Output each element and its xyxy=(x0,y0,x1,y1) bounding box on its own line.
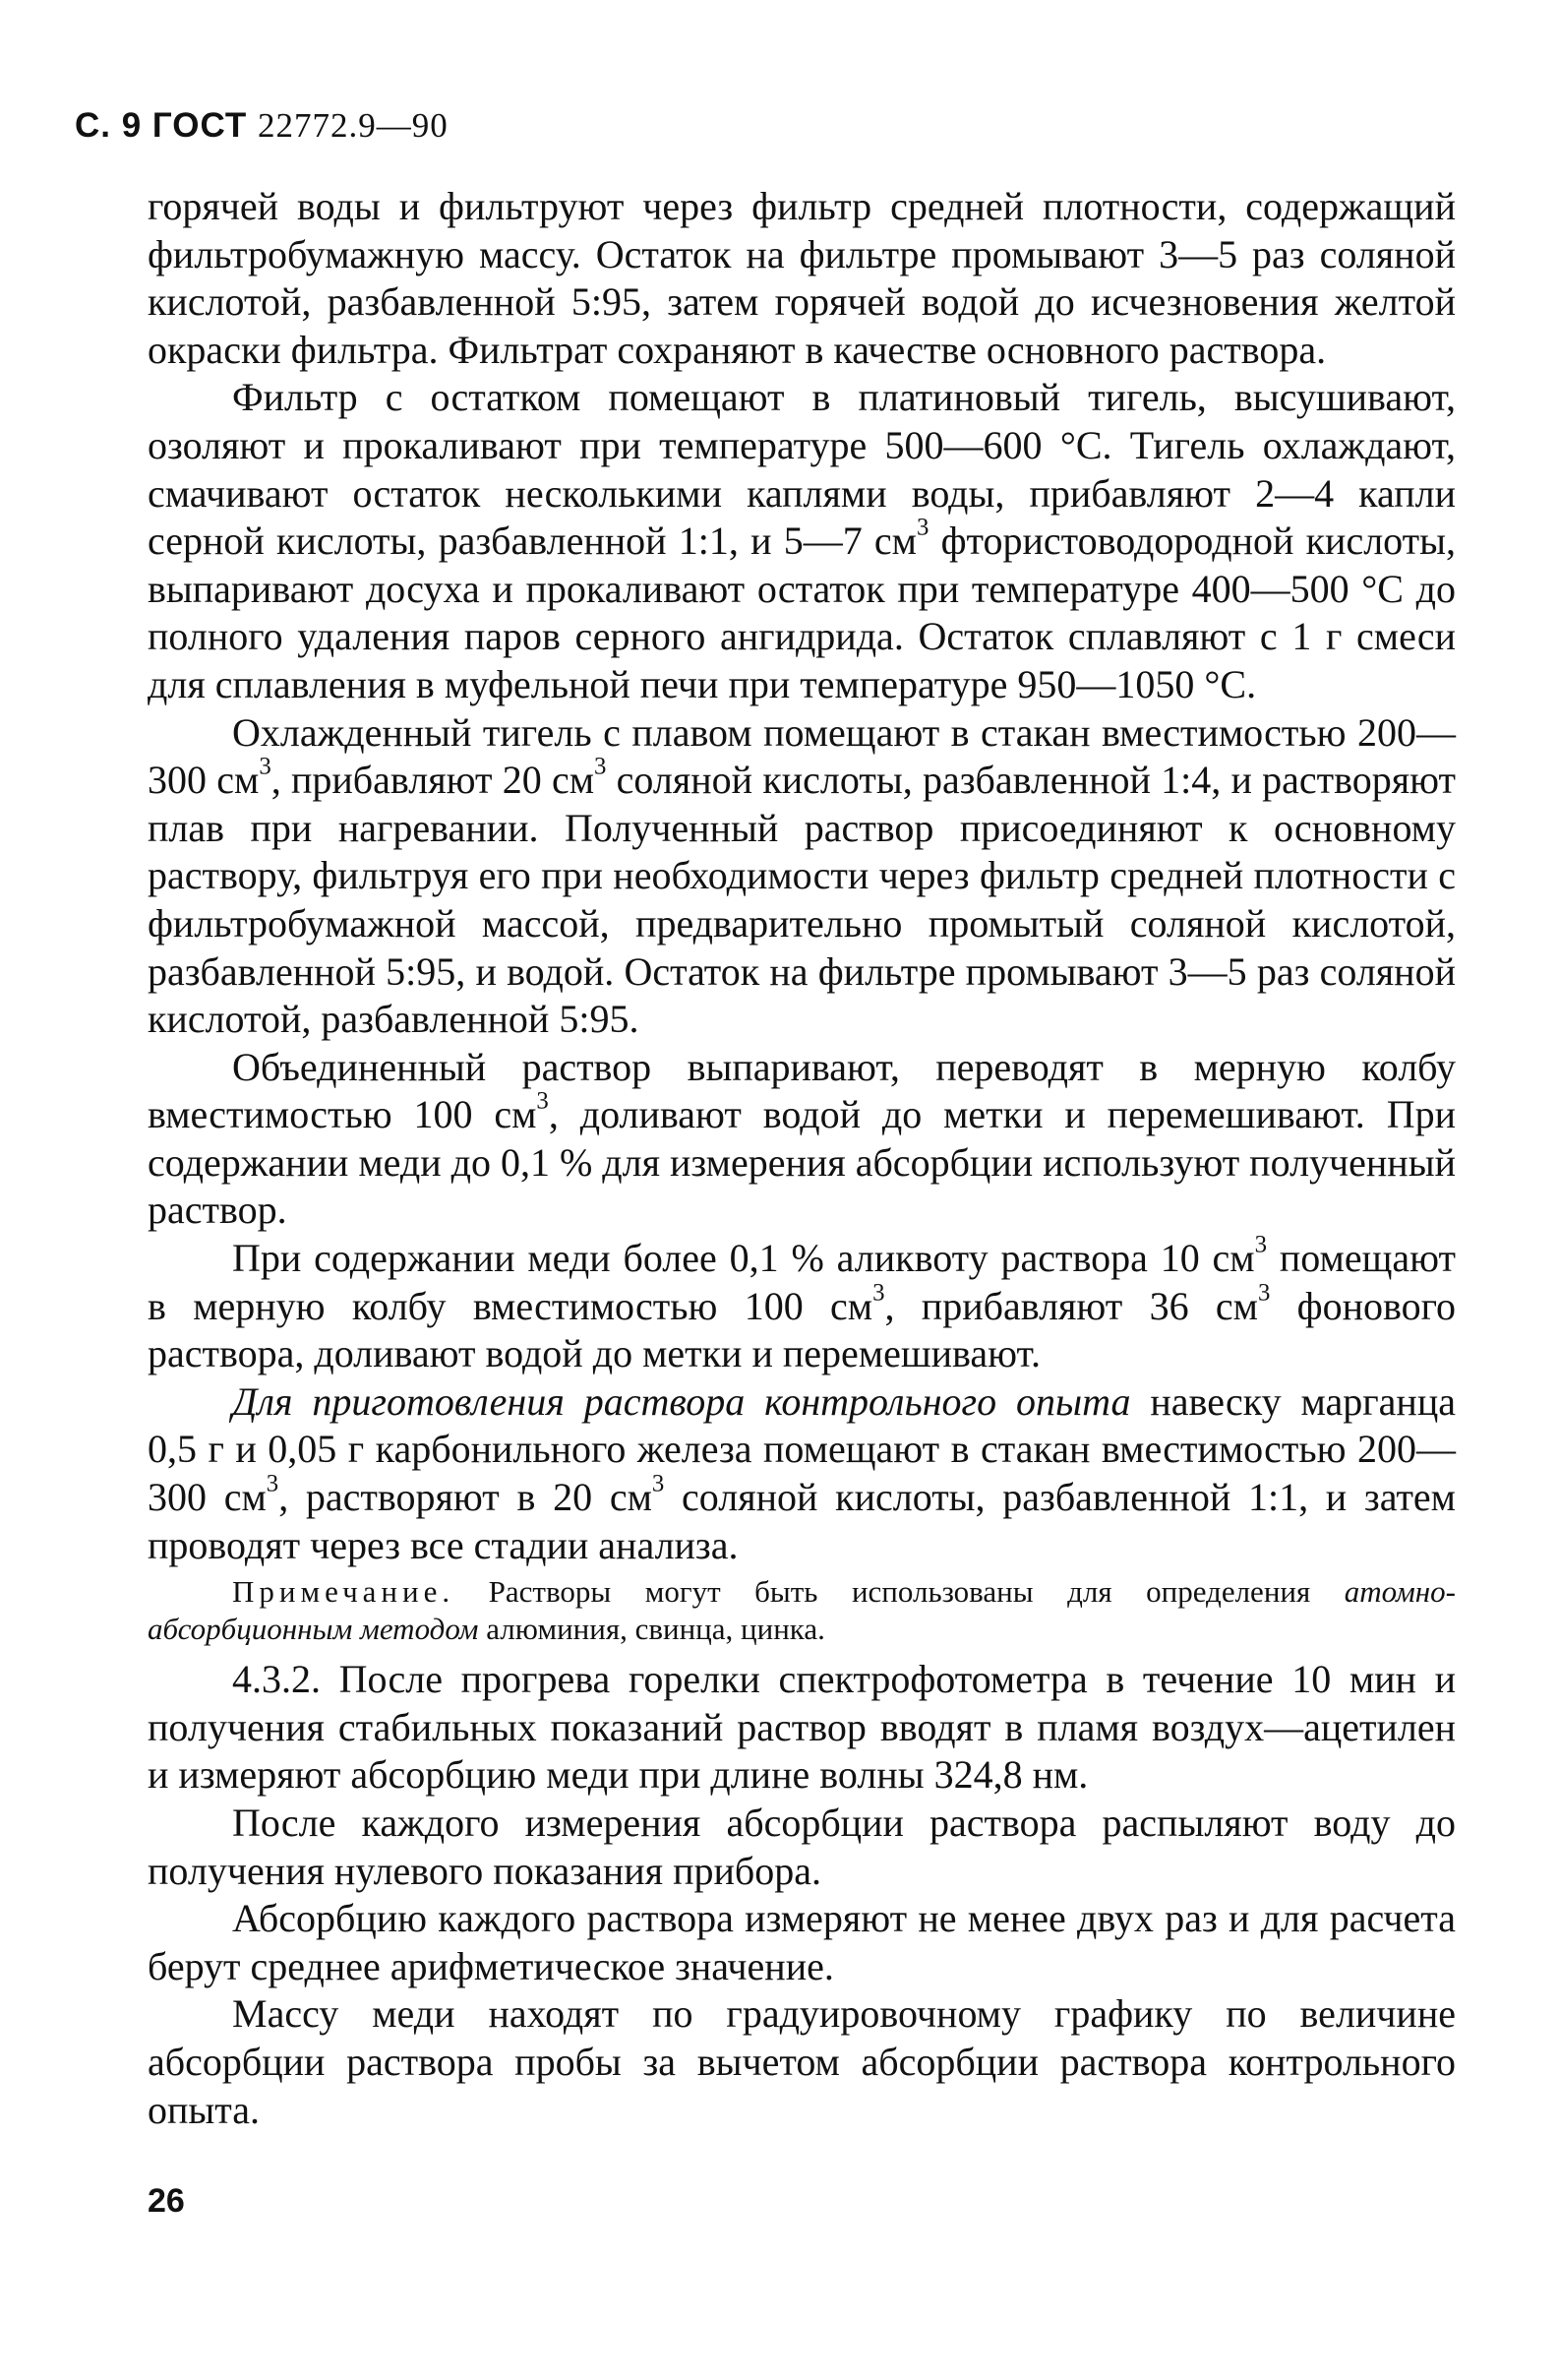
paragraph-3: Охлажденный тигель с плавом помещают в стакан вместимостью 200—300 $см^3$, прибавляют 20 $см^3$ соляной кислоты, разбавленной 1:4, и растворяют плав при нагревании. Полученный раствор присоединяют к основному раствору, фильтруя его при необходимости через фильтр средней плотности с фильтробумажной массой, предварительно промытый соляной кислотой, разбавленной 5:95, и водой. Остаток на фильтре промывают 3—5 раз соляной кислотой, разбавленной 5:95. xyxy=(148,709,1456,1042)
paragraph-1: горячей воды и фильтруют через фильтр средней плотности, содержащий фильтробумажную массу. Остаток на фильтре промывают 3—5 раз соляной кислотой, разбавленной 5:95, затем горячей водой до исчезновения желтой окраски фильтра. Фильтрат сохраняют в качестве основного раствора. xyxy=(148,184,1456,372)
paragraph-2: Фильтр с остатком помещают в платиновый тигель, высушивают, озоляют и прокаливают при температуре 500—600 °С. Тигель охлаждают, смачивают остаток несколькими каплями воды, прибавляют 2—4 капли серной кислоты, разбавленной 1:1, и 5—7 $см^3$ фтористоводородной кислоты, выпаривают досуха и прокаливают остаток при температуре 400—500 °С до полного удаления паров серного ангидрида. Остаток сплавляют с 1 г смеси для сплавления в муфельной печи при температуре 950—1050 °С. xyxy=(148,375,1456,706)
paragraph-6: Для приготовления раствора контрольного опыта навеску марганца 0,5 г и 0,05 г карбонильного железа помещают в стакан вместимостью 200—300 $см^3$, растворяют в 20 $см^3$ соляной кислоты, разбавленной 1:1, и затем проводят через все стадии анализа. xyxy=(148,1378,1456,1567)
paragraph-4-3-2: 4.3.2. После прогрева горелки спектрофотометра в течение 10 мин и получения стабильных показаний раствор вводят в пламя воздух—ацетилен и измеряют абсорбцию меди при длине волны 324,8 нм. xyxy=(148,1657,1456,1798)
header-standard-number: 22772.9—90 xyxy=(258,106,449,145)
page-header xyxy=(75,106,449,146)
paragraph-10: Массу меди находят по градуировочному графику по величине абсорбции раствора пробы за вычетом абсорбции раствора контрольного опыта. xyxy=(148,1991,1456,2132)
paragraph-9: Абсорбцию каждого раствора измеряют не менее двух раз и для расчета берут среднее арифметическое значение. xyxy=(148,1896,1456,1988)
paragraph-4: Объединенный раствор выпаривают, переводят в мерную колбу вместимостью 100 $см^3$, доливают водой до метки и перемешивают. При содержании меди до 0,1 % для измерения абсорбции используют полученный раствор. xyxy=(148,1044,1456,1233)
body-text xyxy=(148,183,1456,2134)
note-label: Примечание. xyxy=(232,1574,455,1610)
paragraph-5: При содержании меди более 0,1 % аликвоту раствора 10 $см^3$ помещают в мерную колбу вместимостью 100 $см^3$, прибавляют 36 $см^3$ фонового раствора, доливают водой до метки и перемешивают. xyxy=(148,1231,1456,1376)
header-prefix: С. 9 ГОСТ xyxy=(75,106,248,145)
note: Примечание. Растворы могут быть использованы для определения атомно-абсорбционным методом алюминия, свинца, цинка. xyxy=(148,1574,1456,1647)
page-number: 26 xyxy=(148,2182,185,2220)
paragraph-8: После каждого измерения абсорбции раствора распыляют воду до получения нулевого показания прибора. xyxy=(148,1800,1456,1893)
